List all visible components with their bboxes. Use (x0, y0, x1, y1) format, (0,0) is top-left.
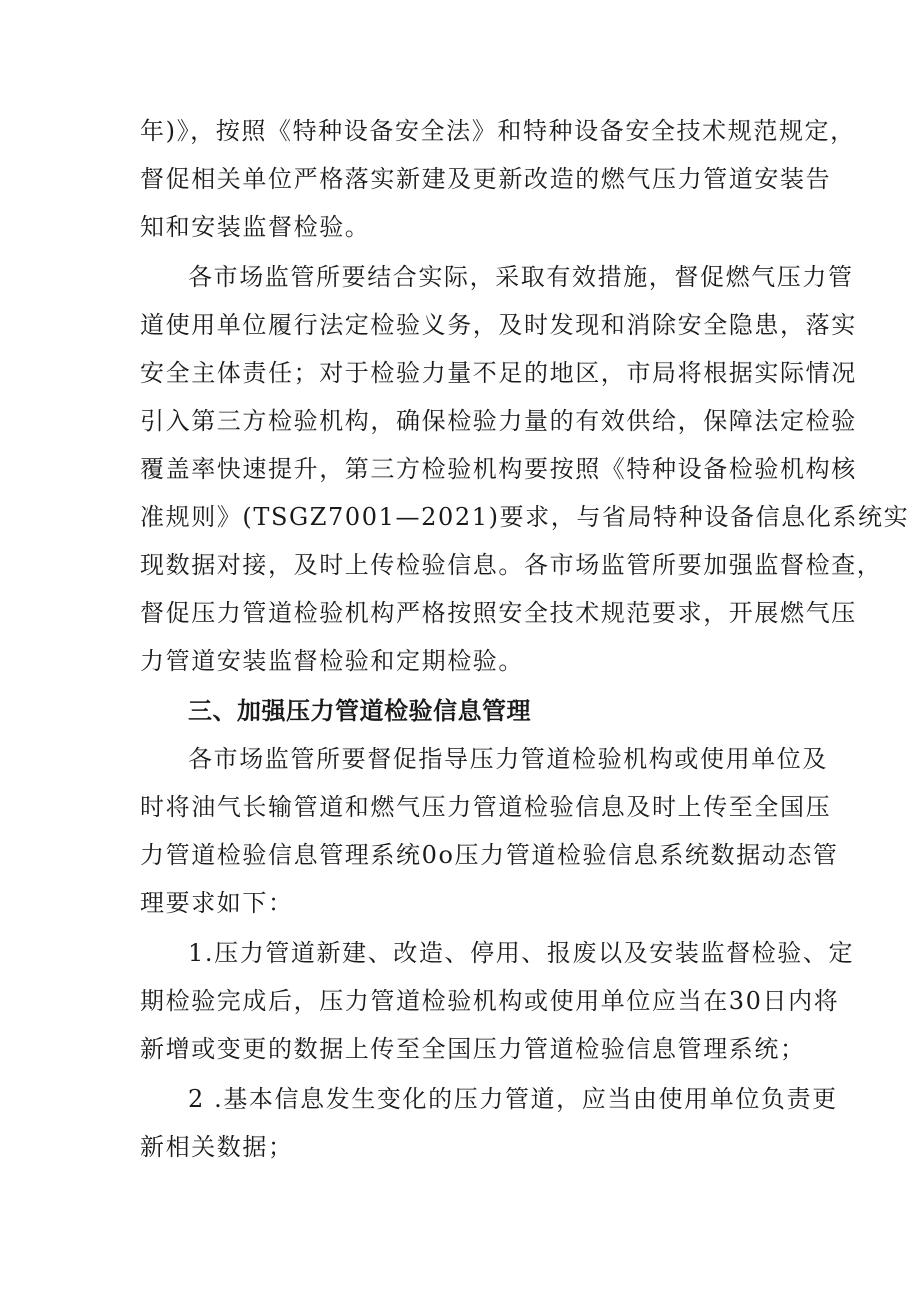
paragraph-3-line-3: 力管道检验信息管理系统0o压力管道检验信息系统数据动态管 (140, 841, 839, 869)
paragraph-2-line-5: 覆盖率快速提升，第三方检验机构要按照《特种设备检验机构核 (140, 455, 857, 483)
paragraph-2-line-7: 现数据对接，及时上传检验信息。各市场监管所要加强监督检查， (140, 551, 883, 579)
item-1-line-3: 新增或变更的数据上传至全国压力管道检验信息管理系统； (140, 1035, 806, 1063)
paragraph-1-line-3: 知和安装监督检验。 (140, 213, 371, 241)
paragraph-2-line-1: 各市场监管所要结合实际，采取有效措施，督促燃气压力管 (188, 263, 854, 291)
paragraph-2-line-2: 道使用单位履行法定检验义务，及时发现和消除安全隐患，落实 (140, 311, 857, 339)
paragraph-3-line-2: 时将油气长输管道和燃气压力管道检验信息及时上传至全国压 (140, 793, 832, 821)
paragraph-2-line-8: 督促压力管道检验机构严格按照安全技术规范要求，开展燃气压 (140, 599, 857, 627)
paragraph-1-line-2: 督促相关单位严格落实新建及更新改造的燃气压力管道安装告 (140, 165, 832, 193)
item-2-line-1: 2 .基本信息发生变化的压力管道，应当由使用单位负责更 (188, 1085, 838, 1113)
item-1-line-2: 期检验完成后，压力管道检验机构或使用单位应当在30日内将 (140, 987, 840, 1015)
paragraph-2-line-3: 安全主体责任；对于检验力量不足的地区，市局将根据实际情况 (140, 359, 857, 387)
item-1-line-1: 1.压力管道新建、改造、停用、报废以及安装监督检验、定 (188, 939, 855, 967)
paragraph-2-line-9: 力管道安装监督检验和定期检验。 (140, 647, 524, 675)
item-2-line-2: 新相关数据； (140, 1133, 294, 1161)
paragraph-1-line-1: 年)》，按照《特种设备安全法》和特种设备安全技术规范规定， (140, 117, 856, 145)
paragraph-2-line-6: 准规则》(TSGZ7001—2021)要求，与省局特种设备信息化系统实 (140, 503, 910, 531)
paragraph-3-line-1: 各市场监管所要督促指导压力管道检验机构或使用单位及 (188, 745, 828, 773)
section-heading: 三、加强压力管道检验信息管理 (188, 697, 531, 725)
paragraph-2-line-4: 引入第三方检验机构，确保检验力量的有效供给，保障法定检验 (140, 407, 857, 435)
paragraph-3-line-4: 理要求如下： (140, 889, 294, 917)
